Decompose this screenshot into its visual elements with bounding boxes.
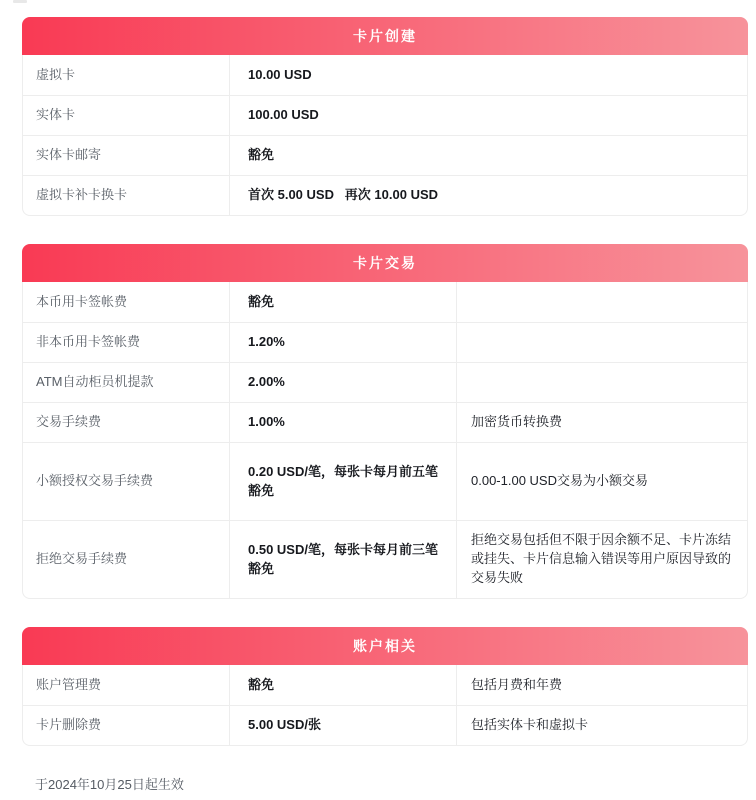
row-label: 账户管理费: [23, 665, 230, 705]
table-header-card-transaction: 卡片交易: [22, 244, 748, 282]
table-row: [23, 135, 747, 175]
table-row: [23, 175, 747, 215]
row-label: 实体卡邮寄: [23, 136, 230, 175]
table-row: [23, 665, 747, 705]
row-label: 实体卡: [23, 96, 230, 135]
table-header-card-creation: 卡片创建: [22, 17, 748, 55]
row-label: 本币用卡签帐费: [23, 282, 230, 322]
row-value: 5.00 USD/张: [230, 706, 457, 745]
row-note: 加密货币转换费: [471, 414, 563, 430]
account-related-table: [22, 627, 748, 746]
table-row: [23, 520, 747, 598]
table-row: [23, 362, 747, 402]
row-label: 虚拟卡补卡换卡: [23, 176, 230, 215]
table-body: [22, 665, 748, 746]
row-note: 包括月费和年费: [471, 676, 563, 692]
cropped-text-artifact: [13, 0, 27, 3]
table-body: [22, 282, 748, 599]
row-value: 首次 5.00 USD 再次 10.00 USD: [248, 187, 439, 203]
row-label: 虚拟卡: [23, 55, 230, 95]
row-label: 小额授权交易手续费: [23, 443, 230, 520]
effective-date-note: 于2024年10月25日起生效: [35, 777, 184, 792]
table-row: [23, 282, 747, 322]
row-note: [457, 323, 747, 362]
row-value: 1.20%: [230, 323, 457, 362]
row-note: 包括实体卡和虚拟卡: [471, 717, 589, 733]
row-value: 0.20 USD/笔，每张卡每月前五笔豁免: [230, 443, 457, 520]
card-transaction-table: [22, 244, 748, 599]
row-value: 豁免: [248, 147, 275, 163]
row-label: 卡片删除费: [23, 706, 230, 745]
row-note: [457, 363, 747, 402]
table-row: [23, 322, 747, 362]
table-row: [23, 402, 747, 442]
card-creation-table: [22, 17, 748, 216]
row-note: 拒绝交易包括但不限于因余额不足、卡片冻结或挂失、卡片信息输入错误等用户原因导致的交易失败: [471, 532, 732, 585]
row-value: 2.00%: [230, 363, 457, 402]
row-label: ATM自动柜员机提款: [23, 363, 230, 402]
row-value: 豁免: [230, 665, 457, 705]
row-value: 豁免: [230, 282, 457, 322]
row-label: 拒绝交易手续费: [23, 521, 230, 598]
table-row: [23, 95, 747, 135]
table-row: [23, 55, 747, 95]
table-row: [23, 442, 747, 520]
table-row: [23, 705, 747, 745]
row-label: 非本币用卡签帐费: [23, 323, 230, 362]
row-note: 0.00-1.00 USD交易为小额交易: [471, 473, 648, 489]
row-value: 1.00%: [230, 403, 457, 442]
row-label: 交易手续费: [23, 403, 230, 442]
row-value: 0.50 USD/笔，每张卡每月前三笔豁免: [230, 521, 457, 598]
row-value: 100.00 USD: [248, 107, 319, 123]
row-note: [457, 282, 747, 322]
row-value: 10.00 USD: [248, 66, 312, 82]
table-body: [22, 55, 748, 216]
table-header-account-related: 账户相关: [22, 627, 748, 665]
